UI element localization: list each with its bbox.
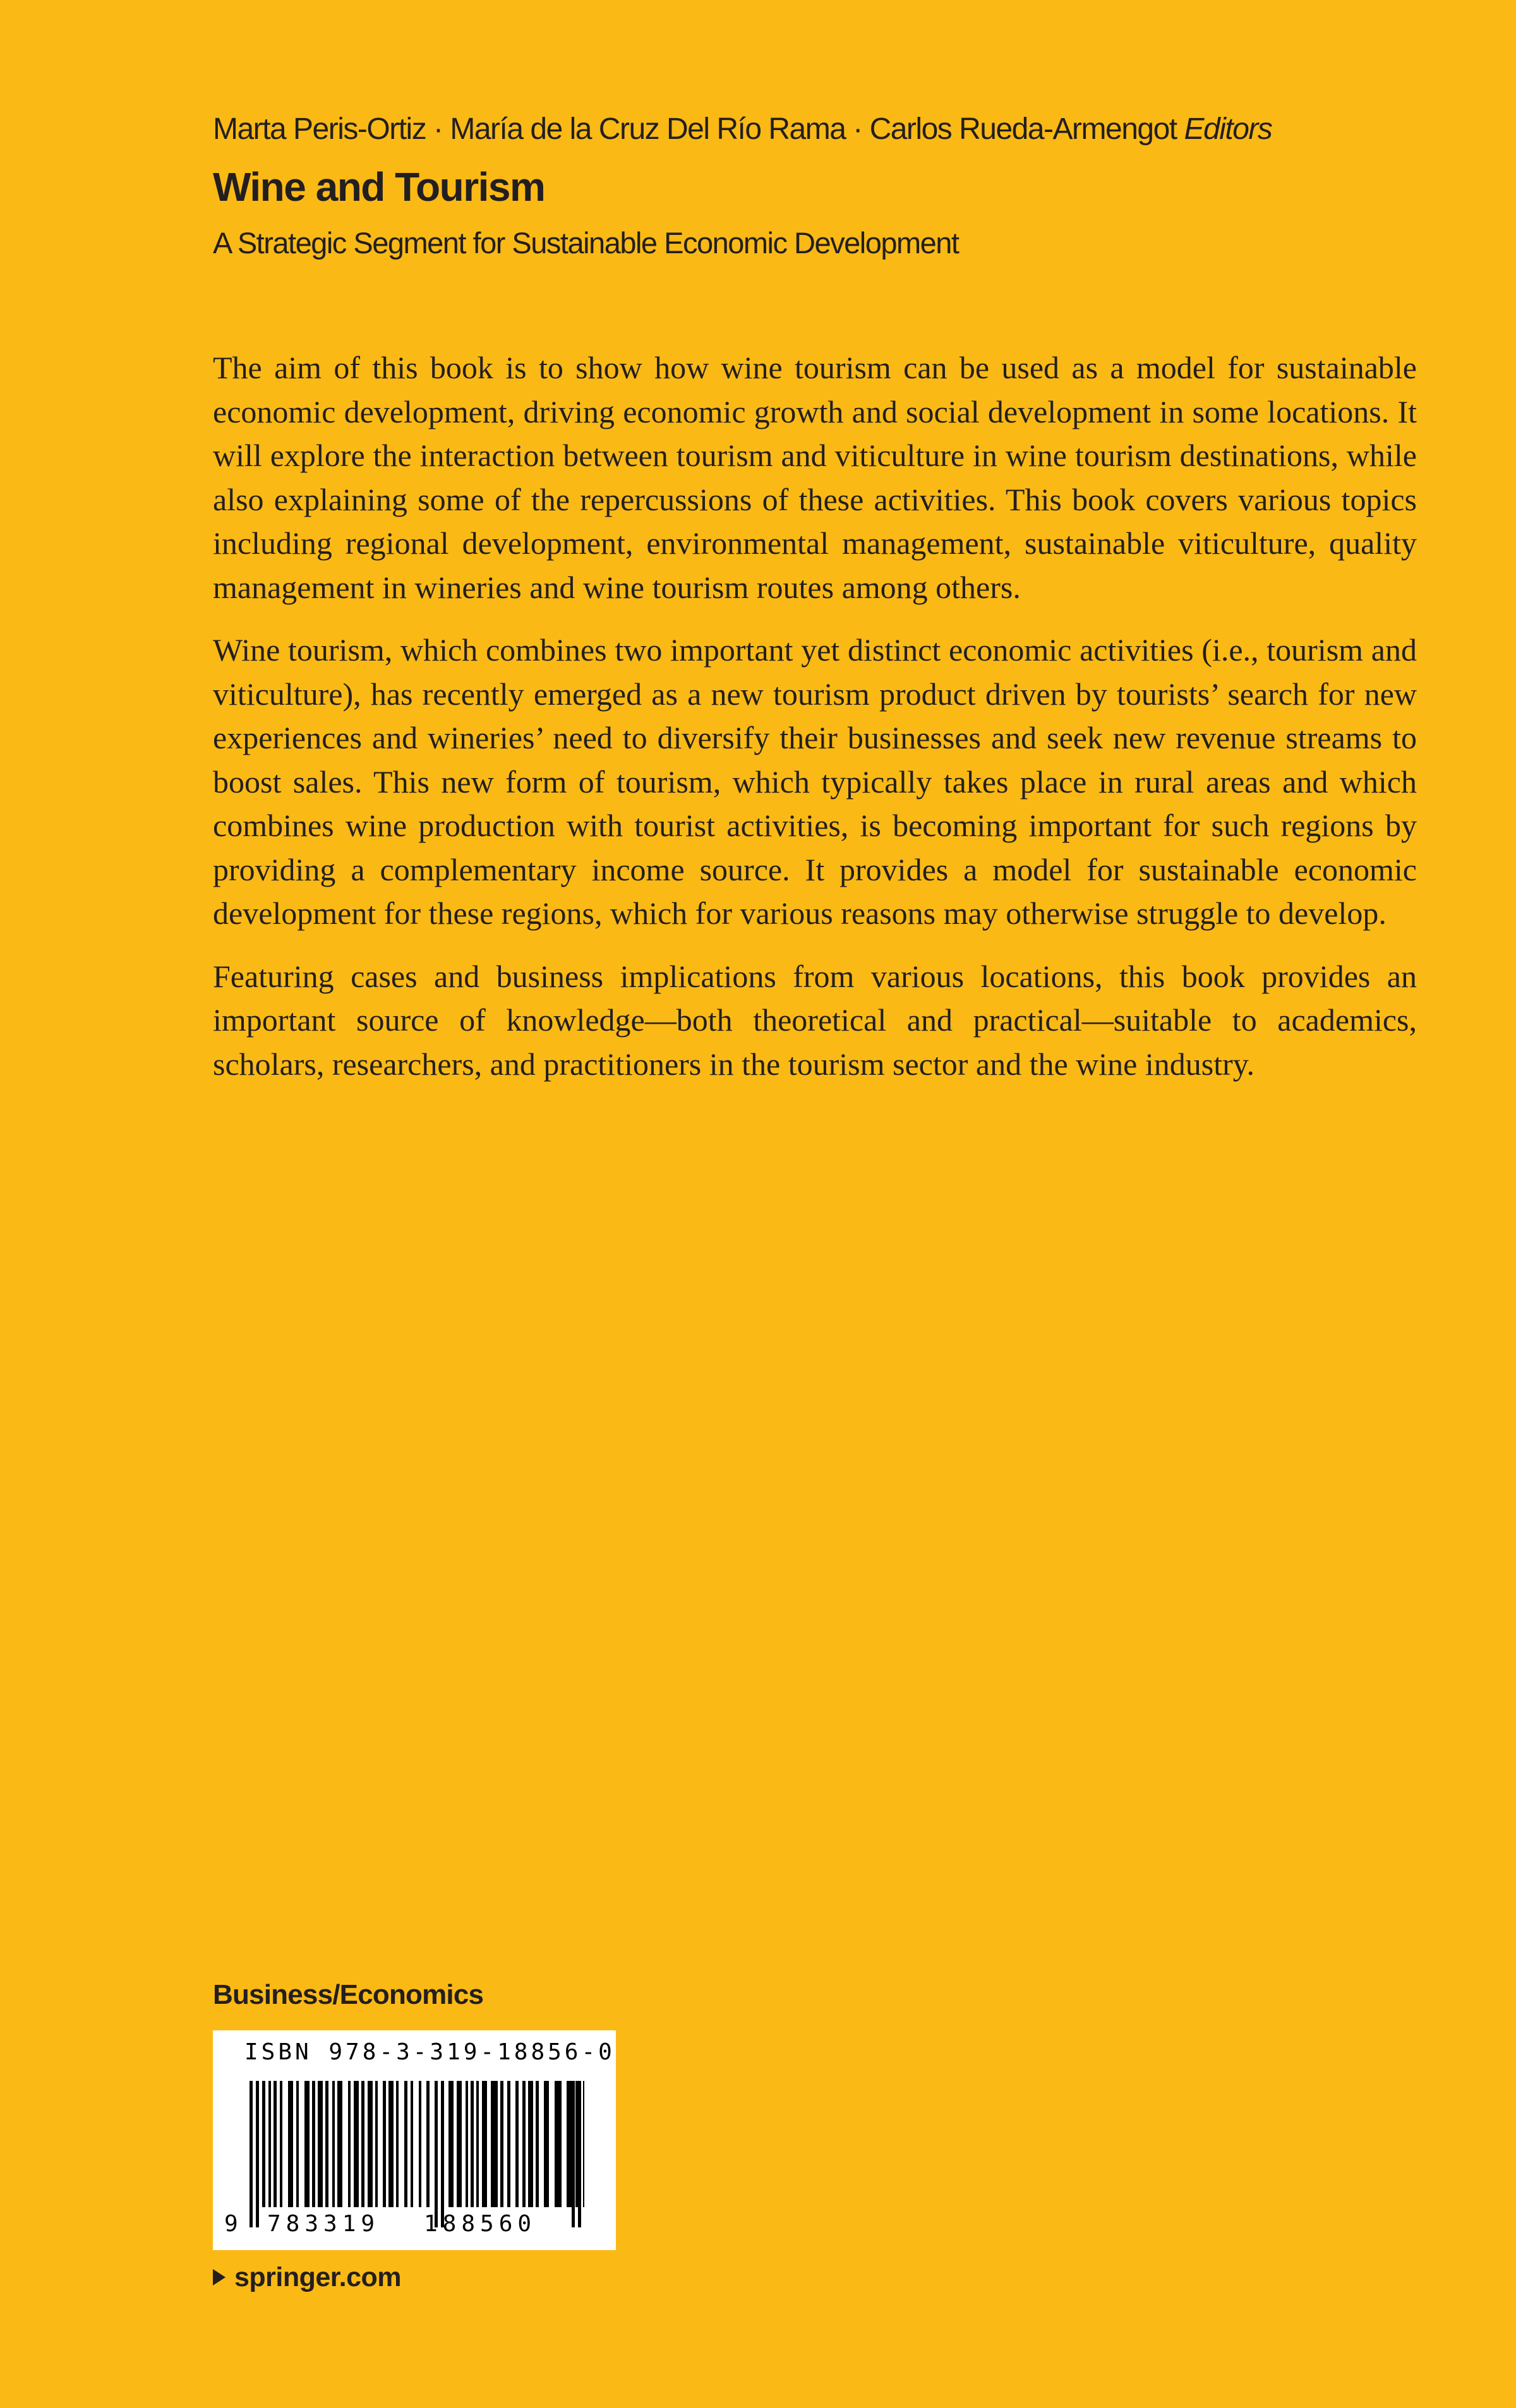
triangle-arrow-icon: [213, 2269, 226, 2285]
barcode-bar: [296, 2081, 299, 2207]
editors-role: Editors: [1184, 112, 1272, 146]
editors-line: [213, 107, 1272, 152]
barcode-bar: [274, 2081, 277, 2207]
barcode-bar: [419, 2081, 421, 2207]
barcode-bar: [304, 2081, 310, 2207]
barcode-bar: [507, 2081, 510, 2207]
barcode-bar: [441, 2081, 444, 2227]
barcode-bar: [388, 2081, 394, 2207]
publisher-website-label: springer.com: [234, 2262, 402, 2292]
barcode-bar: [396, 2081, 399, 2207]
barcode-bar: [368, 2081, 373, 2207]
barcode-bar: [325, 2081, 328, 2207]
barcode-bar: [256, 2081, 259, 2227]
barcode-bar: [280, 2081, 282, 2207]
barcode-bar: [578, 2081, 581, 2227]
barcode-bar: [435, 2081, 438, 2227]
book-title: Wine and Tourism: [213, 164, 545, 210]
barcode-digit-lead: 9: [224, 2211, 238, 2237]
barcode-bar: [348, 2081, 351, 2207]
barcode-bar: [466, 2081, 468, 2207]
editors-names: Marta Peris-Ortiz · María de la Cruz Del Río Rama · Carlos Rueda-Armengot: [213, 112, 1177, 146]
barcode-bar: [375, 2081, 378, 2207]
barcode-bar: [572, 2081, 575, 2227]
barcode-bar: [318, 2081, 323, 2207]
barcode-bar: [383, 2081, 386, 2207]
barcode-bar: [536, 2081, 539, 2207]
book-description: [213, 346, 1417, 1105]
barcode-bar: [354, 2081, 359, 2207]
barcode-bar: [476, 2081, 479, 2207]
barcode-bar: [522, 2081, 526, 2207]
barcode-bar: [500, 2081, 503, 2207]
barcode-digits-right: 188560: [424, 2211, 537, 2237]
description-paragraph-1: The aim of this book is to show how wine tourism can be used as a model for sustainable economic development, driving economic growth and social development in some locations. It will explore the interaction between tourism and viticulture in wine tourism destinations, while also explaining some of the repercussions of these activities. This book covers various topics including regional development, environmental management, sustainable viticulture, quality management in wineries and wine tourism routes among others.: [213, 350, 1417, 605]
isbn-barcode: [213, 2030, 616, 2250]
barcode-bar: [515, 2081, 519, 2207]
barcode-bar: [361, 2081, 364, 2207]
barcode-bar: [471, 2081, 474, 2207]
barcode-digits-left: 783319: [267, 2211, 380, 2237]
publisher-website[interactable]: [213, 2258, 401, 2296]
book-subtitle: A Strategic Segment for Sustainable Economic Development: [213, 226, 959, 260]
barcode-bar: [312, 2081, 315, 2207]
barcode-bar: [491, 2081, 498, 2207]
barcode-bar: [288, 2081, 293, 2207]
barcode-bar: [332, 2081, 335, 2207]
isbn-label: ISBN 978-3-319-18856-0: [244, 2039, 615, 2065]
barcode-bar: [544, 2081, 549, 2207]
barcode-bar: [448, 2081, 454, 2207]
description-paragraph-2: Wine tourism, which combines two important yet distinct economic activities (i.e., tourism and viticulture), has recently emerged as a new tourism product driven by tourists’ search for new experiences and wineries’ need to diversify their businesses and seek new revenue streams to boost sales. This new form of tourism, which typically takes place in rural areas and which combines wine production with tourist activities, is becoming important for such regions by providing a complementary income source. It provides a model for sustainable economic development for these regions, which for various reasons may otherwise struggle to develop.: [213, 632, 1417, 931]
barcode-bar: [337, 2081, 342, 2207]
barcode-bar: [268, 2081, 271, 2207]
barcode-bar: [411, 2081, 413, 2207]
barcode-bar: [555, 2081, 562, 2207]
barcode-bar: [482, 2081, 487, 2207]
barcode-bar: [250, 2081, 253, 2227]
description-paragraph-3: Featuring cases and business implications from various locations, this book provides an important source of knowledge—both theoretical and practical—suitable to academics, scholars, researchers, and practitioners in the tourism sector and the wine industry.: [213, 958, 1417, 1082]
barcode-bar: [567, 2081, 572, 2207]
barcode-bar: [262, 2081, 265, 2207]
barcode-bar: [457, 2081, 462, 2207]
barcode-bars: [250, 2081, 584, 2227]
barcode-bar: [528, 2081, 533, 2207]
barcode-bar: [583, 2081, 584, 2207]
barcode-bar: [426, 2081, 430, 2207]
barcode-bar: [404, 2081, 407, 2207]
subject-category: Business/Economics: [213, 1979, 484, 2010]
